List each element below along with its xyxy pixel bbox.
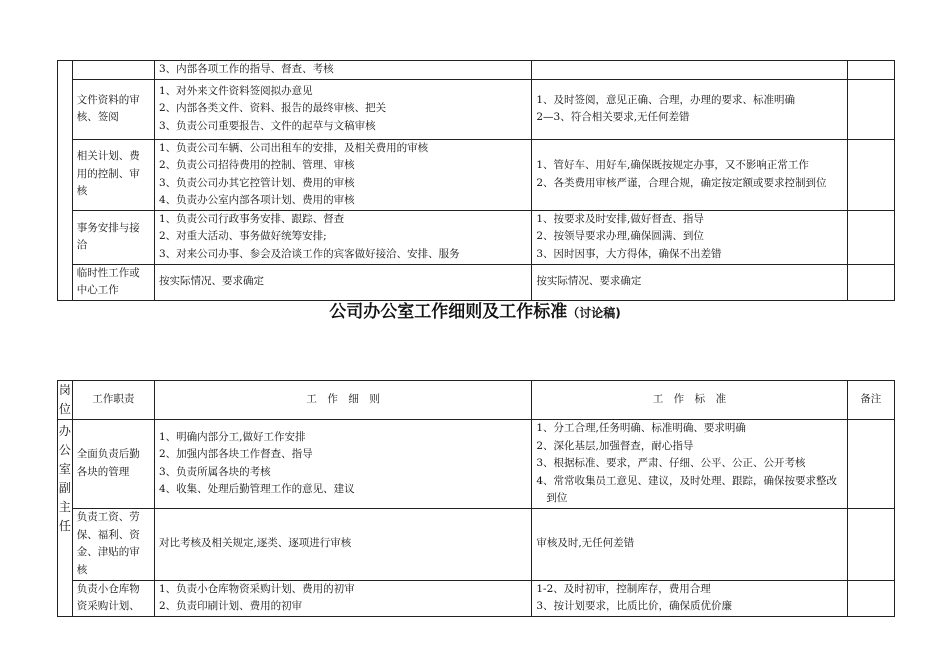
- detail-cell: [154, 139, 531, 210]
- header-standard: 工 作 标 准: [532, 381, 847, 420]
- section-title-note: （讨论稿): [567, 306, 621, 320]
- detail-line: 3、对来公司办事、参会及洽谈工作的宾客做好接洽、安排、服务: [158, 247, 460, 260]
- remark-cell: [847, 264, 894, 300]
- work-rules-table: [57, 380, 895, 617]
- standard-line: 2、按领导要求办理,确保圆满、到位: [536, 230, 704, 243]
- detail-line: 2、负责公司招待费用的控制、管理、审核: [158, 159, 355, 171]
- table-header-row: [58, 381, 895, 420]
- remark-cell: [847, 508, 894, 580]
- section-title: [0, 297, 950, 322]
- detail-cell: [154, 61, 531, 80]
- standard-cell: [532, 61, 847, 80]
- detail-line: 4、收集、处理后勤管理工作的意见、建议: [158, 483, 355, 496]
- detail-line: 1、明确内部分工,做好工作安排: [158, 430, 306, 443]
- standard-line: 2、深化基层,加强督查，耐心指导: [536, 439, 694, 452]
- detail-cell: [154, 420, 531, 509]
- standard-cell: [532, 580, 847, 616]
- detail-line: 3、负责公司重要报告、文件的起草与文稿审核: [158, 119, 376, 132]
- remark-cell: [847, 139, 894, 210]
- section-title-main: 公司办公室工作细则及工作标准: [329, 302, 568, 322]
- header-detail: 工 作 细 则: [154, 381, 531, 420]
- duty-cell: 临时性工作或中心工作: [72, 264, 154, 300]
- table-row: [58, 508, 895, 580]
- position-cell: [58, 61, 73, 301]
- duty-cell: 全面负责后勤各块的管理: [72, 420, 154, 509]
- table-row: [58, 79, 895, 139]
- detail-cell: [154, 264, 531, 300]
- table-row: [58, 420, 895, 509]
- header-remark: 备注: [847, 381, 894, 420]
- table-row: [58, 264, 895, 300]
- detail-line: 2、内部各类文件、资料、报告的最终审核、把关: [158, 102, 387, 115]
- detail-cell: [154, 508, 531, 580]
- standard-cell: [532, 139, 847, 210]
- standard-cell: [532, 508, 847, 580]
- standard-line: 3、因时因事，大方得体，确保不出差错: [536, 247, 722, 260]
- duty-cell: 负责小仓库物资采购计划、: [72, 580, 154, 616]
- detail-cell: [154, 79, 531, 139]
- detail-line: 按实际情况、要求确定: [158, 275, 264, 288]
- standard-line: 审核及时,无任何差错: [536, 537, 635, 550]
- header-duty: 工作职责: [72, 381, 154, 420]
- detail-line: 3、负责公司办其它控管计划、费用的审核: [158, 176, 355, 189]
- detail-line: 2、负责印刷计划、费用的初审: [158, 600, 303, 612]
- standard-line: 1、分工合理,任务明确、标准明确、要求明确: [536, 422, 746, 434]
- duty-cell: [72, 61, 154, 80]
- duty-cell: 事务安排与接洽: [72, 210, 154, 264]
- standard-cell: [532, 420, 847, 509]
- detail-line: 1、负责公司行政事务安排、跟踪、督查: [158, 212, 345, 225]
- detail-line: 对比考核及相关规定,逐类、逐项进行审核: [158, 537, 352, 550]
- position-cell: 办公室副主任: [58, 420, 73, 617]
- top-continuation-table: [57, 60, 895, 301]
- standard-cell: [532, 210, 847, 264]
- detail-line: 2、对重大活动、事务做好统筹安排;: [158, 230, 327, 243]
- detail-line: 1、负责小仓库物资采购计划、费用的初审: [158, 582, 355, 595]
- remark-cell: [847, 210, 894, 264]
- detail-line: 1、对外来文件资料签阅拟办意见: [158, 84, 313, 97]
- table-row: [58, 580, 895, 616]
- standard-line: 1、管好车、用好车,确保既按规定办事，又不影响正常工作: [536, 159, 809, 171]
- detail-cell: [154, 580, 531, 616]
- standard-line: 4、常常收集员工意见、建议，及时处理、跟踪，确保按要求整改到位: [536, 474, 838, 504]
- remark-cell: [847, 420, 894, 509]
- standard-line: 3、根据标准、要求，严肃、仔细、公平、公正、公开考核: [536, 457, 806, 469]
- header-position: 岗位: [58, 381, 73, 420]
- detail-line: 3、负责所属各块的考核: [158, 465, 271, 478]
- standard-line: 2—3、符合相关要求,无任何差错: [536, 111, 690, 123]
- standard-line: 3、按计划要求，比质比价，确保质优价廉: [536, 600, 733, 612]
- table-row: [58, 139, 895, 210]
- table-row: [58, 61, 895, 80]
- duty-cell: 相关计划、费用的控制、审核: [72, 139, 154, 210]
- duty-cell: 负责工资、劳保、福利、资金、津贴的审核: [72, 508, 154, 580]
- standard-line: 按实际情况、要求确定: [536, 275, 642, 288]
- standard-cell: [532, 264, 847, 300]
- detail-line: 4、负责办公室内部各项计划、费用的审核: [158, 194, 355, 206]
- remark-cell: [847, 580, 894, 616]
- standard-cell: [532, 79, 847, 139]
- detail-line: 3、内部各项工作的指导、督查、考核: [158, 63, 334, 75]
- table-row: [58, 210, 895, 264]
- detail-line: 1、负责公司车辆、公司出租车的安排，及相关费用的审核: [158, 141, 429, 154]
- detail-cell: [154, 210, 531, 264]
- remark-cell: [847, 61, 894, 80]
- standard-line: 1、及时签阅，意见正确、合理，办理的要求、标准明确: [536, 93, 796, 106]
- duty-cell: 文件资料的审核、签阅: [72, 79, 154, 139]
- standard-line: 1、按要求及时安排,做好督查、指导: [536, 212, 704, 225]
- standard-line: 2、各类费用审核严谨，合理合规，确定按定额或要求控制到位: [536, 176, 827, 189]
- detail-line: 2、加强内部各块工作督查、指导: [158, 448, 313, 461]
- remark-cell: [847, 79, 894, 139]
- standard-line: 1-2、及时初审，控制库存，费用合理: [536, 582, 711, 595]
